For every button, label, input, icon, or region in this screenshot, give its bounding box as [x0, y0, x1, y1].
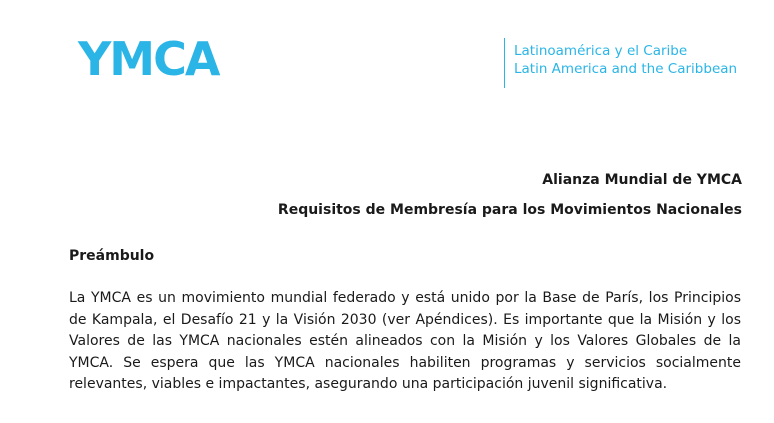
region-label-en: Latin America and the Caribbean	[514, 61, 738, 77]
ymca-logo: YMCA	[78, 32, 219, 86]
document-subtitle: Requisitos de Membresía para los Movimientos Nacionales	[277, 202, 742, 218]
document-title: Alianza Mundial de YMCA	[542, 172, 742, 188]
region-label-es: Latinoamérica y el Caribe	[514, 43, 688, 59]
region-label	[514, 42, 737, 78]
section-heading-preambulo: Preámbulo	[69, 248, 155, 264]
header-divider	[504, 38, 505, 88]
preamble-paragraph: La YMCA es un movimiento mundial federado y está unido por la Base de París, los Principios de Kampala, el Desafío 21 y la Visión 2030 (ver Apéndices). Es importante que la Misión y los Valores de las YMCA nacionales estén alineados con la Misión y los Valores Globales de la YMCA. Se espera que las YMCA nacionales habiliten programas y servicios socialmente relevantes, viables e impactantes, asegurando una participación juvenil significativa.	[69, 290, 741, 393]
